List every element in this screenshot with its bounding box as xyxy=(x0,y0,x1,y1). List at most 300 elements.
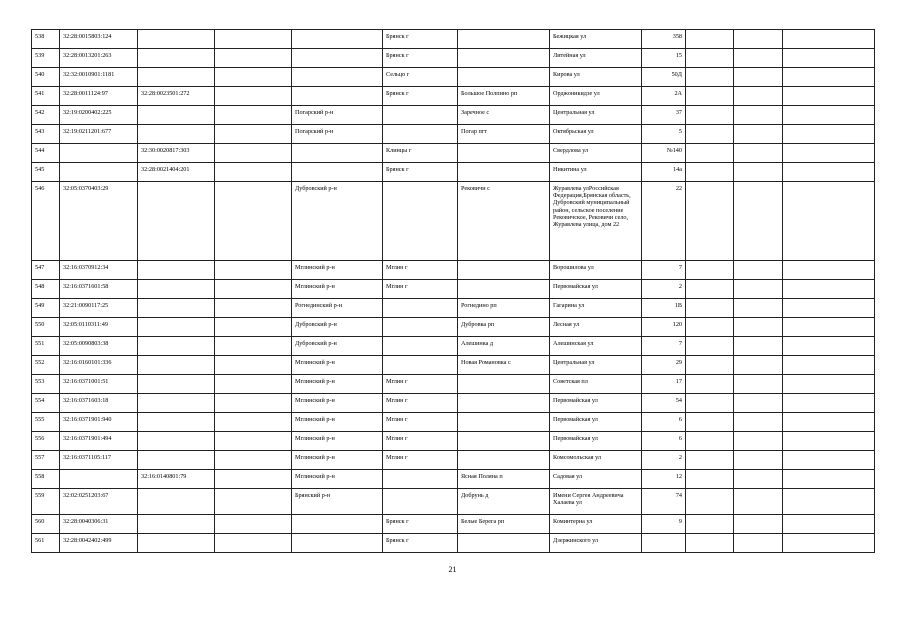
district-cell: Погарский р-н xyxy=(292,106,383,125)
district-cell: Дубровский р-н xyxy=(292,318,383,337)
empty-cell xyxy=(734,163,783,182)
district-cell xyxy=(292,163,383,182)
row-number-cell: 545 xyxy=(32,163,60,182)
house-number-cell: 50Д xyxy=(642,68,686,87)
column-4-cell xyxy=(215,261,292,280)
district-cell: Мглинский р-н xyxy=(292,280,383,299)
street-cell: Первомайская ул xyxy=(550,432,642,451)
empty-cell xyxy=(783,394,875,413)
cadastral-number-cell: 32:05:0110311:49 xyxy=(60,318,138,337)
table-row xyxy=(32,261,875,280)
empty-cell xyxy=(734,375,783,394)
district-cell: Мглинский р-н xyxy=(292,375,383,394)
district-cell xyxy=(292,68,383,87)
empty-cell xyxy=(686,125,734,144)
town-cell: Мглин г xyxy=(383,280,458,299)
row-number-cell: 558 xyxy=(32,470,60,489)
house-number-cell: 7 xyxy=(642,261,686,280)
house-number-cell: 37 xyxy=(642,106,686,125)
cadastral-number-cell: 32:02:0251203:67 xyxy=(60,489,138,515)
street-cell: Никитина ул xyxy=(550,163,642,182)
empty-cell xyxy=(734,413,783,432)
cadastral-number-cell: 32:16:0160101:336 xyxy=(60,356,138,375)
column-4-cell xyxy=(215,144,292,163)
cadastral-number-2-cell: 32:16:0140801:79 xyxy=(138,470,215,489)
cadastral-number-2-cell xyxy=(138,68,215,87)
cadastral-number-cell: 32:28:0011124:97 xyxy=(60,87,138,106)
settlement-cell: Добрунь д xyxy=(458,489,550,515)
cadastral-number-cell: 32:28:0013201:263 xyxy=(60,49,138,68)
street-cell: Первомайская ул xyxy=(550,280,642,299)
row-number-cell: 543 xyxy=(32,125,60,144)
street-cell: Орджоникидзе ул xyxy=(550,87,642,106)
empty-cell xyxy=(783,106,875,125)
street-cell: Первомайская ул xyxy=(550,394,642,413)
cadastral-number-cell: 32:19:0211201:677 xyxy=(60,125,138,144)
cadastral-number-cell: 32:16:0371601:58 xyxy=(60,280,138,299)
empty-cell xyxy=(686,318,734,337)
street-cell: Центральная ул xyxy=(550,356,642,375)
row-number-cell: 554 xyxy=(32,394,60,413)
empty-cell xyxy=(686,489,734,515)
empty-cell xyxy=(734,356,783,375)
street-cell: Алешинская ул xyxy=(550,337,642,356)
empty-cell xyxy=(686,280,734,299)
row-number-cell: 538 xyxy=(32,30,60,49)
district-cell xyxy=(292,87,383,106)
cadastral-number-2-cell xyxy=(138,375,215,394)
empty-cell xyxy=(686,470,734,489)
column-4-cell xyxy=(215,87,292,106)
empty-cell xyxy=(686,534,734,553)
empty-cell xyxy=(783,432,875,451)
street-cell: Гагарина ул xyxy=(550,299,642,318)
cadastral-number-cell xyxy=(60,163,138,182)
house-number-cell xyxy=(642,534,686,553)
cadastral-number-cell: 32:05:0090803:38 xyxy=(60,337,138,356)
town-cell: Сельцо г xyxy=(383,68,458,87)
street-cell: Журавлева улРоссийская Федерация,Брянская область, Дубровский муниципальный район, сельское поселение Рековичское, Рековичи село, Журавлева улица, дом 22 xyxy=(550,182,642,261)
settlement-cell xyxy=(458,451,550,470)
register-table xyxy=(31,29,875,553)
town-cell: Мглин г xyxy=(383,375,458,394)
town-cell: Мглин г xyxy=(383,394,458,413)
settlement-cell: Ясная Поляна п xyxy=(458,470,550,489)
settlement-cell xyxy=(458,432,550,451)
street-cell: Первомайская ул xyxy=(550,413,642,432)
cadastral-number-cell: 32:32:0010901:1181 xyxy=(60,68,138,87)
settlement-cell: Белые Берега рп xyxy=(458,515,550,534)
cadastral-number-cell: 32:16:0371603:18 xyxy=(60,394,138,413)
empty-cell xyxy=(734,125,783,144)
settlement-cell xyxy=(458,375,550,394)
district-cell: Мглинский р-н xyxy=(292,451,383,470)
cadastral-number-2-cell xyxy=(138,432,215,451)
cadastral-number-2-cell xyxy=(138,30,215,49)
house-number-cell: 9 xyxy=(642,515,686,534)
empty-cell xyxy=(734,515,783,534)
empty-cell xyxy=(783,318,875,337)
cadastral-number-2-cell xyxy=(138,413,215,432)
row-number-cell: 546 xyxy=(32,182,60,261)
row-number-cell: 542 xyxy=(32,106,60,125)
empty-cell xyxy=(734,470,783,489)
town-cell xyxy=(383,182,458,261)
empty-cell xyxy=(783,356,875,375)
empty-cell xyxy=(686,413,734,432)
empty-cell xyxy=(783,337,875,356)
empty-cell xyxy=(686,182,734,261)
empty-cell xyxy=(686,144,734,163)
settlement-cell xyxy=(458,413,550,432)
street-cell: Бежицкая ул xyxy=(550,30,642,49)
column-4-cell xyxy=(215,299,292,318)
street-cell: Октябрьская ул xyxy=(550,125,642,144)
empty-cell xyxy=(734,489,783,515)
house-number-cell: 2 xyxy=(642,280,686,299)
town-cell: Брянск г xyxy=(383,87,458,106)
table-row xyxy=(32,534,875,553)
house-number-cell: 2А xyxy=(642,87,686,106)
table-row xyxy=(32,318,875,337)
settlement-cell: Алешинка д xyxy=(458,337,550,356)
cadastral-number-cell: 32:16:0371901:940 xyxy=(60,413,138,432)
cadastral-number-2-cell: 32:28:0023501:272 xyxy=(138,87,215,106)
empty-cell xyxy=(783,68,875,87)
house-number-cell: 74 xyxy=(642,489,686,515)
empty-cell xyxy=(686,451,734,470)
empty-cell xyxy=(686,30,734,49)
town-cell: Мглин г xyxy=(383,261,458,280)
table-row xyxy=(32,125,875,144)
empty-cell xyxy=(783,375,875,394)
district-cell: Мглинский р-н xyxy=(292,394,383,413)
district-cell: Брянский р-н xyxy=(292,489,383,515)
street-cell: Имени Сергея Андреевича Халаева ул xyxy=(550,489,642,515)
row-number-cell: 560 xyxy=(32,515,60,534)
empty-cell xyxy=(686,49,734,68)
empty-cell xyxy=(734,451,783,470)
district-cell: Погарский р-н xyxy=(292,125,383,144)
town-cell xyxy=(383,356,458,375)
column-4-cell xyxy=(215,182,292,261)
street-cell: Кирова ул xyxy=(550,68,642,87)
column-4-cell xyxy=(215,356,292,375)
row-number-cell: 547 xyxy=(32,261,60,280)
town-cell xyxy=(383,299,458,318)
empty-cell xyxy=(734,30,783,49)
town-cell: Клинцы г xyxy=(383,144,458,163)
table-row xyxy=(32,182,875,261)
settlement-cell xyxy=(458,261,550,280)
cadastral-number-cell: 32:28:0015803:124 xyxy=(60,30,138,49)
table-row xyxy=(32,432,875,451)
cadastral-number-cell: 32:16:0371001:51 xyxy=(60,375,138,394)
house-number-cell: 17 xyxy=(642,375,686,394)
table-row xyxy=(32,30,875,49)
house-number-cell: 358 xyxy=(642,30,686,49)
empty-cell xyxy=(783,163,875,182)
cadastral-number-2-cell xyxy=(138,106,215,125)
cadastral-number-2-cell xyxy=(138,337,215,356)
column-4-cell xyxy=(215,163,292,182)
column-4-cell xyxy=(215,49,292,68)
empty-cell xyxy=(783,489,875,515)
row-number-cell: 555 xyxy=(32,413,60,432)
settlement-cell: Погар пгт xyxy=(458,125,550,144)
cadastral-number-2-cell xyxy=(138,489,215,515)
column-4-cell xyxy=(215,30,292,49)
settlement-cell xyxy=(458,394,550,413)
row-number-cell: 541 xyxy=(32,87,60,106)
column-4-cell xyxy=(215,280,292,299)
district-cell: Мглинский р-н xyxy=(292,261,383,280)
cadastral-number-2-cell xyxy=(138,394,215,413)
table-row xyxy=(32,280,875,299)
empty-cell xyxy=(686,432,734,451)
column-4-cell xyxy=(215,68,292,87)
column-4-cell xyxy=(215,515,292,534)
row-number-cell: 551 xyxy=(32,337,60,356)
town-cell: Брянск г xyxy=(383,49,458,68)
cadastral-number-2-cell xyxy=(138,261,215,280)
cadastral-number-2-cell xyxy=(138,534,215,553)
district-cell: Рогнединский р-н xyxy=(292,299,383,318)
register-sheet xyxy=(31,29,875,553)
town-cell: Брянск г xyxy=(383,30,458,49)
cadastral-number-cell: 32:21:0090117:25 xyxy=(60,299,138,318)
empty-cell xyxy=(783,125,875,144)
empty-cell xyxy=(783,49,875,68)
cadastral-number-cell: 32:19:0200402:225 xyxy=(60,106,138,125)
register-rows xyxy=(32,30,875,553)
cadastral-number-cell: 32:16:0371901:494 xyxy=(60,432,138,451)
empty-cell xyxy=(734,280,783,299)
empty-cell xyxy=(734,299,783,318)
table-row xyxy=(32,375,875,394)
town-cell xyxy=(383,489,458,515)
town-cell: Брянск г xyxy=(383,534,458,553)
empty-cell xyxy=(783,144,875,163)
street-cell: Комсомольская ул xyxy=(550,451,642,470)
table-row xyxy=(32,163,875,182)
house-number-cell: 54 xyxy=(642,394,686,413)
column-4-cell xyxy=(215,125,292,144)
house-number-cell: 15 xyxy=(642,49,686,68)
cadastral-number-2-cell xyxy=(138,299,215,318)
settlement-cell xyxy=(458,68,550,87)
table-row xyxy=(32,394,875,413)
house-number-cell: 6 xyxy=(642,413,686,432)
cadastral-number-2-cell xyxy=(138,125,215,144)
house-number-cell: 5 xyxy=(642,125,686,144)
empty-cell xyxy=(734,261,783,280)
cadastral-number-cell xyxy=(60,470,138,489)
district-cell xyxy=(292,144,383,163)
table-row xyxy=(32,470,875,489)
table-row xyxy=(32,87,875,106)
table-row xyxy=(32,451,875,470)
empty-cell xyxy=(783,182,875,261)
table-row xyxy=(32,489,875,515)
district-cell xyxy=(292,30,383,49)
table-row xyxy=(32,106,875,125)
empty-cell xyxy=(783,280,875,299)
empty-cell xyxy=(686,299,734,318)
town-cell: Брянск г xyxy=(383,163,458,182)
cadastral-number-cell: 32:28:0040306:31 xyxy=(60,515,138,534)
empty-cell xyxy=(734,87,783,106)
empty-cell xyxy=(783,87,875,106)
table-row xyxy=(32,68,875,87)
settlement-cell xyxy=(458,144,550,163)
table-row xyxy=(32,413,875,432)
column-4-cell xyxy=(215,106,292,125)
empty-cell xyxy=(686,106,734,125)
town-cell xyxy=(383,470,458,489)
row-number-cell: 539 xyxy=(32,49,60,68)
row-number-cell: 549 xyxy=(32,299,60,318)
empty-cell xyxy=(734,182,783,261)
house-number-cell: 7 xyxy=(642,337,686,356)
cadastral-number-2-cell xyxy=(138,451,215,470)
town-cell: Мглин г xyxy=(383,413,458,432)
cadastral-number-2-cell xyxy=(138,356,215,375)
table-row xyxy=(32,49,875,68)
table-row xyxy=(32,299,875,318)
empty-cell xyxy=(686,68,734,87)
empty-cell xyxy=(686,163,734,182)
empty-cell xyxy=(783,534,875,553)
town-cell xyxy=(383,106,458,125)
column-4-cell xyxy=(215,394,292,413)
house-number-cell: 6 xyxy=(642,432,686,451)
town-cell: Брянск г xyxy=(383,515,458,534)
settlement-cell: Дубровка рп xyxy=(458,318,550,337)
cadastral-number-cell: 32:05:0370403:29 xyxy=(60,182,138,261)
row-number-cell: 548 xyxy=(32,280,60,299)
cadastral-number-2-cell xyxy=(138,49,215,68)
column-4-cell xyxy=(215,432,292,451)
cadastral-number-2-cell xyxy=(138,280,215,299)
empty-cell xyxy=(734,49,783,68)
street-cell: Советская пл xyxy=(550,375,642,394)
district-cell xyxy=(292,49,383,68)
column-4-cell xyxy=(215,337,292,356)
settlement-cell xyxy=(458,280,550,299)
empty-cell xyxy=(734,144,783,163)
street-cell: Литейная ул xyxy=(550,49,642,68)
empty-cell xyxy=(783,451,875,470)
district-cell: Дубровский р-н xyxy=(292,337,383,356)
street-cell: Ворошилова ул xyxy=(550,261,642,280)
street-cell: Центральная ул xyxy=(550,106,642,125)
town-cell: Мглин г xyxy=(383,451,458,470)
house-number-cell: 2 xyxy=(642,451,686,470)
empty-cell xyxy=(783,515,875,534)
empty-cell xyxy=(783,261,875,280)
column-4-cell xyxy=(215,413,292,432)
settlement-cell: Заречное с xyxy=(458,106,550,125)
empty-cell xyxy=(783,470,875,489)
house-number-cell: 29 xyxy=(642,356,686,375)
cadastral-number-cell: 32:16:0371105:117 xyxy=(60,451,138,470)
house-number-cell: 22 xyxy=(642,182,686,261)
empty-cell xyxy=(734,337,783,356)
empty-cell xyxy=(686,356,734,375)
cadastral-number-2-cell xyxy=(138,318,215,337)
row-number-cell: 552 xyxy=(32,356,60,375)
row-number-cell: 561 xyxy=(32,534,60,553)
street-cell: Садовая ул xyxy=(550,470,642,489)
cadastral-number-2-cell xyxy=(138,182,215,261)
settlement-cell xyxy=(458,30,550,49)
empty-cell xyxy=(686,375,734,394)
empty-cell xyxy=(734,68,783,87)
house-number-cell: 14а xyxy=(642,163,686,182)
empty-cell xyxy=(734,394,783,413)
district-cell xyxy=(292,534,383,553)
empty-cell xyxy=(783,413,875,432)
cadastral-number-2-cell xyxy=(138,515,215,534)
settlement-cell: Новая Романовка с xyxy=(458,356,550,375)
row-number-cell: 556 xyxy=(32,432,60,451)
town-cell xyxy=(383,125,458,144)
district-cell: Мглинский р-н xyxy=(292,413,383,432)
table-row xyxy=(32,356,875,375)
row-number-cell: 550 xyxy=(32,318,60,337)
column-4-cell xyxy=(215,451,292,470)
column-4-cell xyxy=(215,318,292,337)
cadastral-number-cell: 32:28:0042402:499 xyxy=(60,534,138,553)
street-cell: Свердлова ул xyxy=(550,144,642,163)
empty-cell xyxy=(734,106,783,125)
empty-cell xyxy=(686,394,734,413)
table-row xyxy=(32,337,875,356)
district-cell: Мглинский р-н xyxy=(292,356,383,375)
house-number-cell: 1В xyxy=(642,299,686,318)
cadastral-number-2-cell: 32:30:0020817:303 xyxy=(138,144,215,163)
town-cell xyxy=(383,337,458,356)
row-number-cell: 544 xyxy=(32,144,60,163)
cadastral-number-2-cell: 32:28:0021404:201 xyxy=(138,163,215,182)
empty-cell xyxy=(734,432,783,451)
column-4-cell xyxy=(215,534,292,553)
cadastral-number-cell xyxy=(60,144,138,163)
empty-cell xyxy=(783,299,875,318)
house-number-cell: №140 xyxy=(642,144,686,163)
cadastral-number-cell: 32:16:0370912:34 xyxy=(60,261,138,280)
district-cell xyxy=(292,515,383,534)
empty-cell xyxy=(686,261,734,280)
settlement-cell xyxy=(458,534,550,553)
settlement-cell: Рековичи с xyxy=(458,182,550,261)
street-cell: Дзержинского ул xyxy=(550,534,642,553)
row-number-cell: 553 xyxy=(32,375,60,394)
page-number: 21 xyxy=(448,565,457,574)
empty-cell xyxy=(686,515,734,534)
town-cell xyxy=(383,318,458,337)
row-number-cell: 559 xyxy=(32,489,60,515)
row-number-cell: 557 xyxy=(32,451,60,470)
settlement-cell: Рогнедино рп xyxy=(458,299,550,318)
table-row xyxy=(32,144,875,163)
district-cell: Мглинский р-н xyxy=(292,432,383,451)
house-number-cell: 120 xyxy=(642,318,686,337)
column-4-cell xyxy=(215,470,292,489)
house-number-cell: 12 xyxy=(642,470,686,489)
empty-cell xyxy=(686,87,734,106)
